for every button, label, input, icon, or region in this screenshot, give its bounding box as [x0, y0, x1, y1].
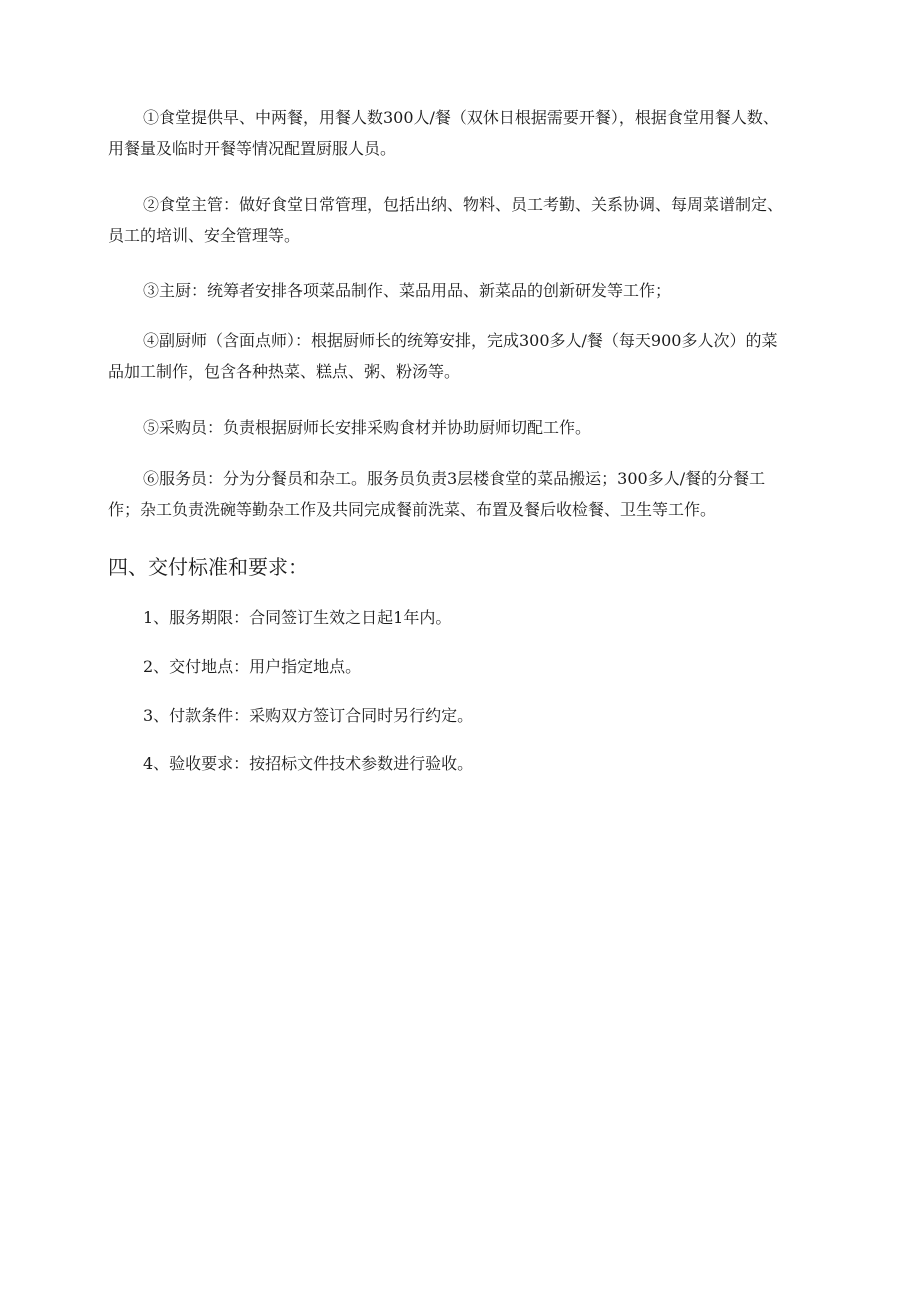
duty-line: ③主厨：统筹者安排各项菜品制作、菜品用品、新菜品的创新研发等工作； — [143, 281, 672, 300]
section-heading: 四、交付标准和要求： — [108, 555, 308, 579]
duty-paragraph-1 — [108, 102, 843, 164]
duty-line: ⑥服务员：分为分餐员和杂工。服务员负责3层楼食堂的菜品搬运；300多人/餐的分餐工 — [143, 469, 766, 488]
requirement-item: 4、验收要求：按招标文件技术参数进行验收。 — [143, 754, 474, 773]
duty-line: 员工的培训、安全管理等。 — [108, 226, 301, 245]
duty-line: 品加工制作，包含各种热菜、糕点、粥、粉汤等。 — [108, 362, 461, 381]
duty-line: 用餐量及临时开餐等情况配置厨服人员。 — [108, 139, 397, 158]
duty-line: ②食堂主管：做好食堂日常管理，包括出纳、物料、员工考勤、关系协调、每周菜谱制定、 — [143, 195, 784, 214]
requirement-item: 1、服务期限：合同签订生效之日起1年内。 — [143, 608, 452, 627]
duty-paragraph-6 — [108, 463, 843, 525]
duty-line: 作；杂工负责洗碗等勤杂工作及共同完成餐前洗菜、布置及餐后收检餐、卫生等工作。 — [108, 500, 717, 519]
duty-line: ⑤采购员：负责根据厨师长安排采购食材并协助厨师切配工作。 — [143, 418, 592, 437]
requirement-item: 2、交付地点：用户指定地点。 — [143, 657, 362, 676]
requirement-item: 3、付款条件：采购双方签订合同时另行约定。 — [143, 706, 474, 725]
duty-paragraph-2 — [108, 189, 843, 251]
duty-paragraph-5 — [108, 412, 843, 443]
duty-paragraph-3 — [108, 275, 843, 306]
duty-line: ①食堂提供早、中两餐，用餐人数300人/餐（双休日根据需要开餐），根据食堂用餐人数、 — [143, 108, 779, 127]
duty-paragraph-4 — [108, 325, 843, 387]
duty-line: ④副厨师（含面点师）：根据厨师长的统筹安排，完成300多人/餐（每天900多人次）的菜 — [143, 331, 778, 350]
